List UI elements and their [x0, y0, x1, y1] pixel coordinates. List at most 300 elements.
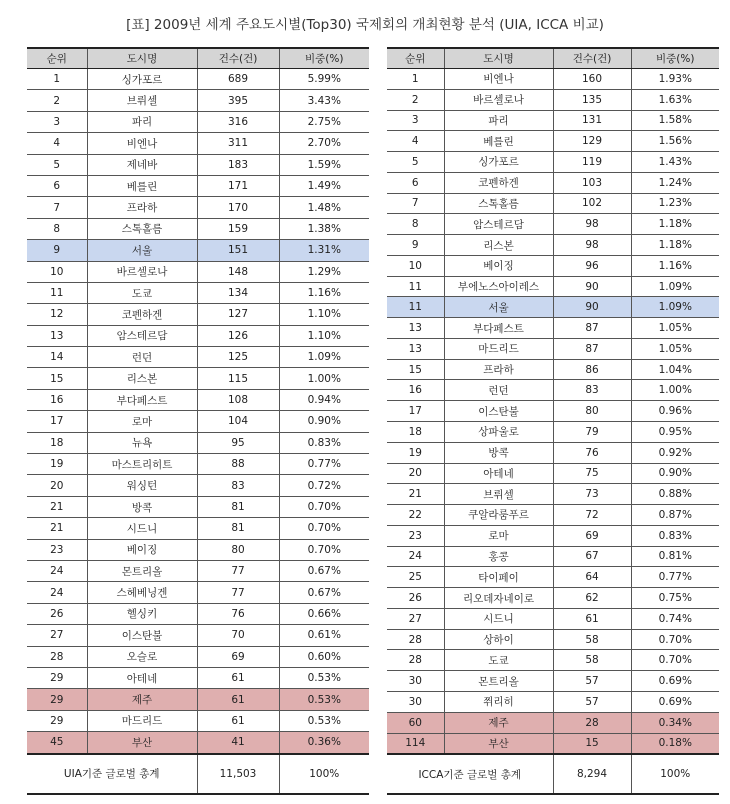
city-cell: 부에노스아이레스	[444, 276, 553, 297]
table-header-row	[27, 48, 369, 69]
count-cell: 15	[553, 733, 631, 754]
city-cell: 프라하	[87, 197, 197, 218]
share-cell: 0.88%	[631, 484, 719, 505]
table-row	[387, 276, 719, 297]
rank-cell: 2	[27, 90, 87, 111]
share-cell: 1.23%	[631, 193, 719, 214]
count-cell: 151	[197, 240, 279, 261]
table-row	[387, 380, 719, 401]
table-row	[27, 197, 369, 218]
share-cell: 1.18%	[631, 235, 719, 256]
rank-cell: 19	[27, 454, 87, 475]
share-cell: 0.70%	[631, 629, 719, 650]
table-row	[27, 667, 369, 688]
count-cell: 62	[553, 588, 631, 609]
table-row	[27, 411, 369, 432]
table-row	[27, 389, 369, 410]
share-cell: 1.49%	[279, 175, 369, 196]
table-row	[27, 625, 369, 646]
city-cell: 부산	[444, 733, 553, 754]
rank-cell: 10	[387, 255, 444, 276]
city-cell: 스헤베닝겐	[87, 582, 197, 603]
city-cell: 제주	[87, 689, 197, 710]
share-cell: 0.53%	[279, 710, 369, 731]
city-cell: 마드리드	[444, 338, 553, 359]
city-cell: 도쿄	[87, 282, 197, 303]
rank-cell: 20	[387, 463, 444, 484]
rank-cell: 1	[27, 69, 87, 90]
rank-cell: 7	[27, 197, 87, 218]
share-cell: 2.70%	[279, 133, 369, 154]
count-cell: 126	[197, 325, 279, 346]
city-cell: 시드니	[444, 608, 553, 629]
city-cell: 이스탄불	[87, 625, 197, 646]
city-cell: 스톡홀름	[87, 218, 197, 239]
rank-cell: 7	[387, 193, 444, 214]
table-row	[27, 111, 369, 132]
table-row	[27, 261, 369, 282]
rank-cell: 26	[387, 588, 444, 609]
rank-cell: 11	[27, 282, 87, 303]
table-row	[27, 240, 369, 261]
rank-cell: 26	[27, 603, 87, 624]
rank-cell: 30	[387, 671, 444, 692]
city-cell: 베이징	[444, 255, 553, 276]
share-cell: 0.61%	[279, 625, 369, 646]
share-cell: 1.16%	[631, 255, 719, 276]
table-row	[387, 505, 719, 526]
rank-cell: 27	[387, 608, 444, 629]
city-cell: 타이페이	[444, 567, 553, 588]
uia-ranking-table	[27, 47, 369, 795]
city-cell: 베를린	[87, 175, 197, 196]
share-cell: 0.77%	[631, 567, 719, 588]
header-share: 비중(%)	[631, 48, 719, 69]
rank-cell: 11	[387, 297, 444, 318]
city-cell: 베이징	[87, 539, 197, 560]
count-cell: 75	[553, 463, 631, 484]
city-cell: 리스본	[87, 368, 197, 389]
city-cell: 로마	[444, 525, 553, 546]
rank-cell: 8	[27, 218, 87, 239]
count-cell: 119	[553, 152, 631, 173]
city-cell: 부다페스트	[444, 318, 553, 339]
table-row	[387, 152, 719, 173]
share-cell: 1.10%	[279, 325, 369, 346]
count-cell: 129	[553, 131, 631, 152]
rank-cell: 15	[387, 359, 444, 380]
count-cell: 88	[197, 454, 279, 475]
count-cell: 159	[197, 218, 279, 239]
city-cell: 파리	[87, 111, 197, 132]
rank-cell: 5	[27, 154, 87, 175]
city-cell: 암스테르담	[87, 325, 197, 346]
table-row	[27, 518, 369, 539]
count-cell: 77	[197, 582, 279, 603]
city-cell: 몬트리올	[87, 560, 197, 581]
count-cell: 135	[553, 89, 631, 110]
count-cell: 171	[197, 175, 279, 196]
count-cell: 57	[553, 671, 631, 692]
table-row	[27, 560, 369, 581]
city-cell: 암스테르담	[444, 214, 553, 235]
table-row	[387, 110, 719, 131]
count-cell: 311	[197, 133, 279, 154]
table-row	[27, 90, 369, 111]
table-row	[387, 318, 719, 339]
rank-cell: 28	[27, 646, 87, 667]
share-cell: 0.18%	[631, 733, 719, 754]
rank-cell: 17	[387, 401, 444, 422]
share-cell: 0.72%	[279, 475, 369, 496]
share-cell: 0.77%	[279, 454, 369, 475]
count-cell: 72	[553, 505, 631, 526]
share-cell: 1.09%	[279, 347, 369, 368]
count-cell: 76	[197, 603, 279, 624]
rank-cell: 13	[27, 325, 87, 346]
city-cell: 비엔나	[444, 69, 553, 90]
city-cell: 시드니	[87, 518, 197, 539]
city-cell: 싱가포르	[444, 152, 553, 173]
city-cell: 쿠알라룸푸르	[444, 505, 553, 526]
share-cell: 0.90%	[279, 411, 369, 432]
share-cell: 0.70%	[279, 496, 369, 517]
share-cell: 1.16%	[279, 282, 369, 303]
rank-cell: 13	[387, 318, 444, 339]
count-cell: 69	[553, 525, 631, 546]
city-cell: 제네바	[87, 154, 197, 175]
share-cell: 1.05%	[631, 338, 719, 359]
rank-cell: 2	[387, 89, 444, 110]
share-cell: 0.75%	[631, 588, 719, 609]
count-cell: 61	[197, 710, 279, 731]
rank-cell: 45	[27, 732, 87, 754]
share-cell: 0.60%	[279, 646, 369, 667]
city-cell: 서울	[87, 240, 197, 261]
table-row	[27, 282, 369, 303]
table-row	[387, 629, 719, 650]
rank-cell: 20	[27, 475, 87, 496]
count-cell: 395	[197, 90, 279, 111]
table-row	[27, 475, 369, 496]
table-row	[27, 732, 369, 754]
rank-cell: 21	[387, 484, 444, 505]
count-cell: 83	[197, 475, 279, 496]
count-cell: 28	[553, 712, 631, 733]
table-row	[27, 539, 369, 560]
share-cell: 0.92%	[631, 442, 719, 463]
total-label: ICCA기준 글로벌 총계	[387, 754, 553, 794]
table-row	[27, 432, 369, 453]
share-cell: 0.74%	[631, 608, 719, 629]
table-row	[27, 218, 369, 239]
header-share: 비중(%)	[279, 48, 369, 69]
share-cell: 1.43%	[631, 152, 719, 173]
count-cell: 108	[197, 389, 279, 410]
table-row	[387, 297, 719, 318]
city-cell: 도쿄	[444, 650, 553, 671]
count-cell: 41	[197, 732, 279, 754]
rank-cell: 24	[27, 582, 87, 603]
share-cell: 0.83%	[631, 525, 719, 546]
share-cell: 0.67%	[279, 582, 369, 603]
count-cell: 87	[553, 318, 631, 339]
table-row	[387, 359, 719, 380]
rank-cell: 16	[27, 389, 87, 410]
table-row	[387, 588, 719, 609]
count-cell: 76	[553, 442, 631, 463]
table-row	[27, 133, 369, 154]
city-cell: 프라하	[444, 359, 553, 380]
count-cell: 316	[197, 111, 279, 132]
table-row	[387, 463, 719, 484]
city-cell: 런던	[444, 380, 553, 401]
count-cell: 58	[553, 629, 631, 650]
rank-cell: 30	[387, 691, 444, 712]
share-cell: 1.24%	[631, 172, 719, 193]
share-cell: 2.75%	[279, 111, 369, 132]
city-cell: 부다페스트	[87, 389, 197, 410]
count-cell: 90	[553, 276, 631, 297]
count-cell: 81	[197, 518, 279, 539]
table-row	[27, 689, 369, 710]
total-row	[387, 754, 719, 794]
count-cell: 102	[553, 193, 631, 214]
count-cell: 69	[197, 646, 279, 667]
rank-cell: 3	[387, 110, 444, 131]
rank-cell: 16	[387, 380, 444, 401]
rank-cell: 60	[387, 712, 444, 733]
rank-cell: 19	[387, 442, 444, 463]
share-cell: 1.00%	[631, 380, 719, 401]
table-row	[387, 733, 719, 754]
total-row	[27, 754, 369, 794]
table-row	[27, 368, 369, 389]
rank-cell: 29	[27, 689, 87, 710]
count-cell: 73	[553, 484, 631, 505]
table-row	[27, 347, 369, 368]
city-cell: 뉴욕	[87, 432, 197, 453]
count-cell: 183	[197, 154, 279, 175]
table-row	[387, 338, 719, 359]
count-cell: 134	[197, 282, 279, 303]
share-cell: 0.69%	[631, 671, 719, 692]
share-cell: 3.43%	[279, 90, 369, 111]
city-cell: 베를린	[444, 131, 553, 152]
count-cell: 86	[553, 359, 631, 380]
rank-cell: 29	[27, 667, 87, 688]
share-cell: 0.53%	[279, 689, 369, 710]
share-cell: 0.70%	[631, 650, 719, 671]
header-count: 건수(건)	[197, 48, 279, 69]
rank-cell: 6	[27, 175, 87, 196]
city-cell: 런던	[87, 347, 197, 368]
table-row	[27, 69, 369, 90]
count-cell: 125	[197, 347, 279, 368]
header-rank: 순위	[387, 48, 444, 69]
table-row	[27, 304, 369, 325]
city-cell: 이스탄불	[444, 401, 553, 422]
rank-cell: 27	[27, 625, 87, 646]
city-cell: 아테네	[444, 463, 553, 484]
table-row	[387, 442, 719, 463]
table-row	[387, 214, 719, 235]
table-row	[387, 484, 719, 505]
rank-cell: 13	[387, 338, 444, 359]
share-cell: 1.18%	[631, 214, 719, 235]
rank-cell: 5	[387, 152, 444, 173]
count-cell: 80	[553, 401, 631, 422]
table-row	[387, 235, 719, 256]
total-count: 8,294	[553, 754, 631, 794]
rank-cell: 1	[387, 69, 444, 90]
rank-cell: 17	[27, 411, 87, 432]
share-cell: 0.90%	[631, 463, 719, 484]
share-cell: 0.66%	[279, 603, 369, 624]
count-cell: 70	[197, 625, 279, 646]
count-cell: 81	[197, 496, 279, 517]
count-cell: 115	[197, 368, 279, 389]
share-cell: 1.00%	[279, 368, 369, 389]
share-cell: 0.36%	[279, 732, 369, 754]
count-cell: 689	[197, 69, 279, 90]
table-row	[387, 131, 719, 152]
share-cell: 1.09%	[631, 297, 719, 318]
share-cell: 0.94%	[279, 389, 369, 410]
table-row	[27, 325, 369, 346]
table-row	[27, 582, 369, 603]
rank-cell: 9	[27, 240, 87, 261]
share-cell: 1.58%	[631, 110, 719, 131]
count-cell: 64	[553, 567, 631, 588]
table-row	[27, 603, 369, 624]
table-row	[387, 712, 719, 733]
count-cell: 98	[553, 214, 631, 235]
city-cell: 상하이	[444, 629, 553, 650]
share-cell: 0.34%	[631, 712, 719, 733]
table-row	[27, 710, 369, 731]
table-row	[387, 546, 719, 567]
city-cell: 헬싱키	[87, 603, 197, 624]
city-cell: 마드리드	[87, 710, 197, 731]
city-cell: 리오데자네이로	[444, 588, 553, 609]
count-cell: 83	[553, 380, 631, 401]
rank-cell: 22	[387, 505, 444, 526]
city-cell: 코펜하겐	[444, 172, 553, 193]
icca-ranking-table	[387, 47, 719, 795]
city-cell: 브뤼셀	[87, 90, 197, 111]
count-cell: 87	[553, 338, 631, 359]
rank-cell: 24	[27, 560, 87, 581]
rank-cell: 6	[387, 172, 444, 193]
share-cell: 0.87%	[631, 505, 719, 526]
city-cell: 마스트리히트	[87, 454, 197, 475]
rank-cell: 28	[387, 650, 444, 671]
share-cell: 0.69%	[631, 691, 719, 712]
city-cell: 스톡홀름	[444, 193, 553, 214]
share-cell: 0.95%	[631, 422, 719, 443]
share-cell: 1.59%	[279, 154, 369, 175]
count-cell: 131	[553, 110, 631, 131]
total-count: 11,503	[197, 754, 279, 794]
share-cell: 0.83%	[279, 432, 369, 453]
rank-cell: 25	[387, 567, 444, 588]
share-cell: 1.31%	[279, 240, 369, 261]
share-cell: 0.70%	[279, 518, 369, 539]
city-cell: 몬트리올	[444, 671, 553, 692]
rank-cell: 18	[27, 432, 87, 453]
table-row	[27, 175, 369, 196]
count-cell: 148	[197, 261, 279, 282]
table-row	[387, 608, 719, 629]
total-share: 100%	[279, 754, 369, 794]
rank-cell: 10	[27, 261, 87, 282]
city-cell: 제주	[444, 712, 553, 733]
count-cell: 95	[197, 432, 279, 453]
share-cell: 1.48%	[279, 197, 369, 218]
share-cell: 1.63%	[631, 89, 719, 110]
city-cell: 로마	[87, 411, 197, 432]
header-city: 도시명	[87, 48, 197, 69]
table-row	[27, 154, 369, 175]
total-label: UIA기준 글로벌 총계	[27, 754, 197, 794]
header-rank: 순위	[27, 48, 87, 69]
rank-cell: 23	[387, 525, 444, 546]
table-row	[387, 89, 719, 110]
share-cell: 1.05%	[631, 318, 719, 339]
table-row	[27, 496, 369, 517]
count-cell: 104	[197, 411, 279, 432]
share-cell: 1.29%	[279, 261, 369, 282]
table-row	[387, 650, 719, 671]
table-row	[387, 671, 719, 692]
share-cell: 0.67%	[279, 560, 369, 581]
count-cell: 80	[197, 539, 279, 560]
rank-cell: 4	[27, 133, 87, 154]
count-cell: 61	[553, 608, 631, 629]
count-cell: 160	[553, 69, 631, 90]
city-cell: 바르셀로나	[444, 89, 553, 110]
count-cell: 98	[553, 235, 631, 256]
table-row	[387, 567, 719, 588]
share-cell: 1.10%	[279, 304, 369, 325]
city-cell: 바르셀로나	[87, 261, 197, 282]
rank-cell: 11	[387, 276, 444, 297]
city-cell: 코펜하겐	[87, 304, 197, 325]
table-header-row	[387, 48, 719, 69]
share-cell: 5.99%	[279, 69, 369, 90]
rank-cell: 12	[27, 304, 87, 325]
city-cell: 워싱턴	[87, 475, 197, 496]
rank-cell: 9	[387, 235, 444, 256]
table-row	[387, 69, 719, 90]
header-city: 도시명	[444, 48, 553, 69]
count-cell: 103	[553, 172, 631, 193]
table-row	[387, 401, 719, 422]
count-cell: 61	[197, 667, 279, 688]
count-cell: 58	[553, 650, 631, 671]
share-cell: 1.56%	[631, 131, 719, 152]
table-row	[387, 422, 719, 443]
city-cell: 부산	[87, 732, 197, 754]
rank-cell: 14	[27, 347, 87, 368]
city-cell: 상파울로	[444, 422, 553, 443]
rank-cell: 28	[387, 629, 444, 650]
header-count: 건수(건)	[553, 48, 631, 69]
table-row	[387, 525, 719, 546]
rank-cell: 23	[27, 539, 87, 560]
table-row	[387, 691, 719, 712]
